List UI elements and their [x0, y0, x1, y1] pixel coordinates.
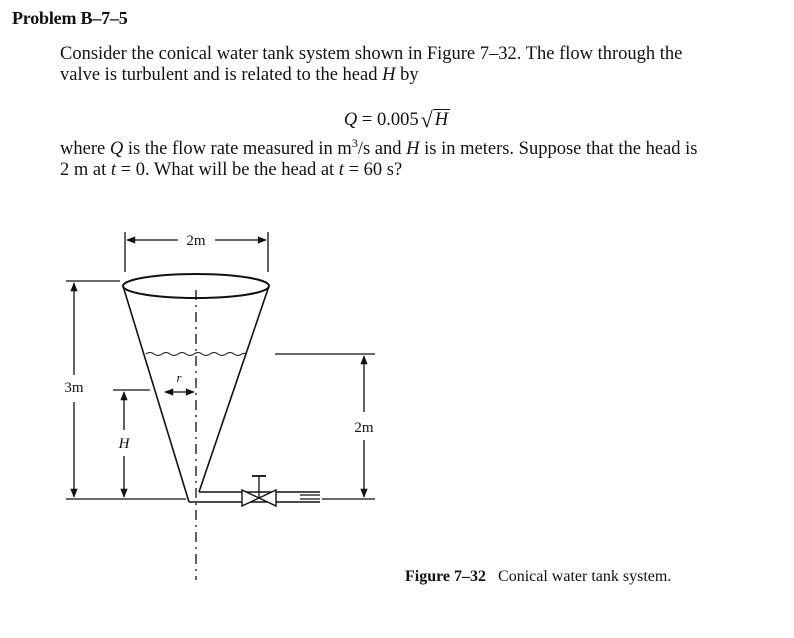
question-d: is in meters. Suppose that the head is — [424, 139, 698, 159]
radical-sign: √ — [420, 107, 433, 132]
caption-number: Figure 7–32 — [405, 568, 487, 585]
superscript-3: 3 — [351, 135, 358, 150]
statement-line-2b: by — [400, 65, 419, 85]
equation-coefficient: = 0.005 — [361, 110, 419, 130]
question-e: 2 m at — [60, 160, 107, 180]
question-b: is the flow rate measured in m — [127, 139, 352, 159]
tank-wall-left — [123, 286, 189, 502]
var-t-2: t — [338, 160, 344, 180]
question-c: /s and — [357, 139, 402, 159]
tank-wall-right — [199, 286, 269, 492]
statement-line-1: Consider the conical water tank system shown in Figure 7–32. The flow through the — [60, 44, 683, 64]
problem-title: Problem B–7–5 — [12, 8, 128, 28]
label-H: H — [118, 436, 130, 452]
equation-lhs: Q — [343, 110, 358, 130]
var-t-1: t — [110, 160, 117, 180]
caption-text: Conical water tank system. — [498, 568, 672, 585]
label-right-2m: 2m — [354, 420, 374, 436]
water-surface — [146, 353, 246, 356]
radicand: H — [434, 110, 449, 130]
question-g: = 60 s? — [348, 160, 403, 180]
statement-line-2a: valve is turbulent and is related to the head — [60, 65, 378, 85]
label-top-2m: 2m — [186, 233, 206, 249]
label-r: r — [176, 370, 182, 385]
question-f: = 0. What will be the head at — [120, 160, 335, 180]
var-Q: Q — [109, 139, 124, 159]
figure-caption — [405, 568, 671, 586]
question-a: where — [60, 139, 106, 159]
var-H-2: H — [406, 139, 420, 159]
var-H: H — [382, 65, 396, 85]
label-left-3m: 3m — [64, 380, 84, 396]
